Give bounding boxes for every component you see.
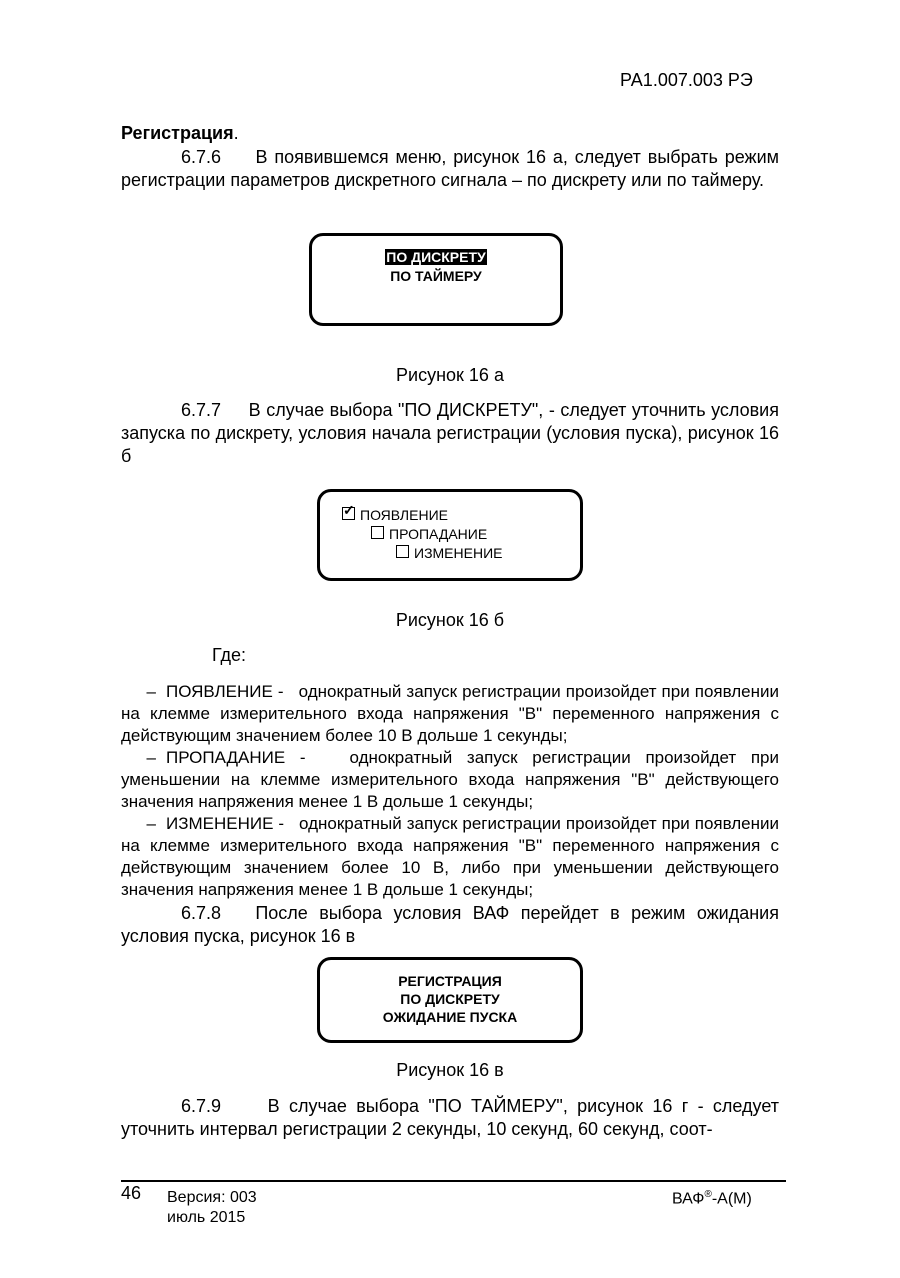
unchecked-box-icon (396, 545, 409, 558)
definition-term: ПОЯВЛЕНИЕ - (166, 682, 284, 701)
device-screen-16b (317, 489, 583, 581)
checkbox-label: ИЗМЕНЕНИЕ (414, 545, 503, 561)
definition-item (121, 813, 779, 901)
device-screen-16v (317, 957, 583, 1043)
definition-text: однократный запуск регистрации произойдет при появлении на клемме измерительного входа напряжения "В" переменного напряжения с действующим значением более 10 В, либо при уменьшении действующего значения напряжения менее 1 В дольше 1 секунды; (121, 814, 780, 899)
section-heading (121, 123, 239, 144)
screen-line: ОЖИДАНИЕ ПУСКА (382, 1009, 518, 1025)
menu-option-selected[interactable]: ПО ДИСКРЕТУ (386, 249, 486, 265)
checkbox-label: ПОЯВЛЕНИЕ (360, 507, 448, 523)
product-suffix: -А(М) (711, 1190, 752, 1208)
paragraph-6-7-8 (121, 902, 779, 948)
footer-product (672, 1189, 752, 1208)
registered-mark: ® (704, 1189, 712, 1200)
dash: – (146, 814, 156, 833)
device-screen-16a (309, 233, 563, 326)
footer-date: июль 2015 (167, 1209, 246, 1226)
checked-box-icon (342, 507, 355, 520)
figure-caption-16v: Рисунок 16 в (396, 1060, 504, 1080)
footer-rule (121, 1180, 786, 1182)
screen-line: РЕГИСТРАЦИЯ (398, 973, 502, 989)
figure-caption-16a: Рисунок 16 а (396, 365, 504, 385)
checkbox-label: ПРОПАДАНИЕ (389, 526, 488, 542)
paragraph-6-7-7 (121, 399, 779, 468)
unchecked-box-icon (371, 526, 384, 539)
clause-number: 6.7.8 (181, 903, 222, 923)
section-title: Регистрация (121, 123, 234, 143)
clause-number: 6.7.9 (181, 1096, 222, 1116)
checkbox-item[interactable] (342, 507, 448, 523)
paragraph-text: В появившемся меню, рисунок 16 а, следует выбрать режим регистрации параметров дискретного сигнала – по дискрету или по таймеру. (121, 147, 779, 190)
checkbox-item[interactable] (396, 545, 502, 561)
dash: – (146, 682, 156, 701)
definition-term: ПРОПАДАНИЕ - (166, 748, 306, 767)
product-name: ВАФ (672, 1190, 705, 1208)
paragraph-6-7-9 (121, 1095, 779, 1141)
screen-line: ПО ДИСКРЕТУ (400, 991, 500, 1007)
figure-caption-16b: Рисунок 16 б (395, 610, 505, 630)
paragraph-text: В случае выбора "ПО ТАЙМЕРУ", рисунок 16 г - следует уточнить интервал регистрации 2 секунды, 10 секунд, 60 секунд, соот- (121, 1096, 779, 1139)
definition-text: однократный запуск регистрации произойдет при уменьшении на клемме измерительного входа напряжения "В" действующего значения напряжения менее 1 В дольше 1 секунды; (121, 748, 780, 811)
paragraph-6-7-6 (121, 146, 779, 192)
clause-number: 6.7.7 (181, 400, 222, 420)
where-label: Где: (212, 645, 247, 665)
section-title-suffix: . (233, 123, 239, 143)
clause-number: 6.7.6 (181, 147, 222, 167)
checkbox-item[interactable] (371, 526, 487, 542)
page-number: 46 (121, 1183, 142, 1203)
document-id: РА1.007.003 РЭ (620, 70, 753, 90)
definition-item (121, 681, 779, 747)
definition-term: ИЗМЕНЕНИЕ - (166, 814, 285, 833)
dash: – (146, 748, 156, 767)
definition-text: однократный запуск регистрации произойдет при появлении на клемме измерительного входа напряжения "В" переменного напряжения с действующим значением более 10 В дольше 1 секунды; (121, 682, 780, 745)
footer-version: Версия: 003 (167, 1189, 257, 1206)
paragraph-text: После выбора условия ВАФ перейдет в режим ожидания условия пуска, рисунок 16 в (121, 903, 779, 946)
definition-item (121, 747, 779, 813)
paragraph-text: В случае выбора "ПО ДИСКРЕТУ", - следует уточнить условия запуска по дискрету, условия начала регистрации (условия пуска), рисунок 16 б (121, 400, 779, 466)
menu-option[interactable]: ПО ТАЙМЕРУ (390, 268, 482, 284)
